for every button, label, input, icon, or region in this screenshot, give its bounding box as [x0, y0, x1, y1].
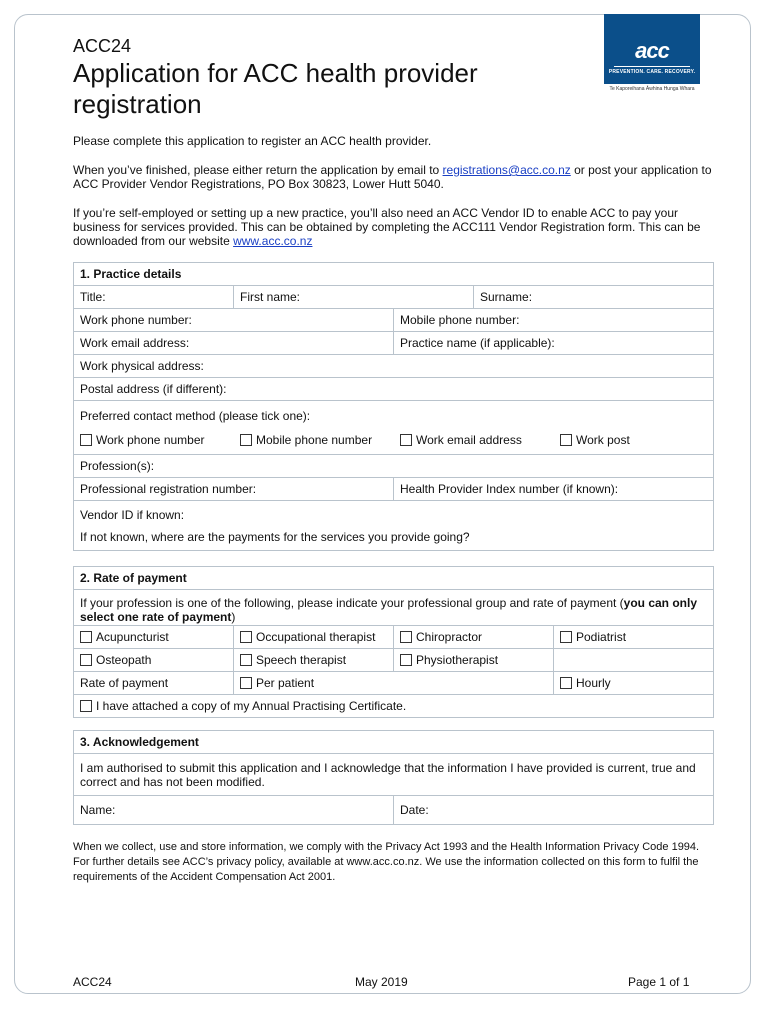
checkbox[interactable] — [80, 631, 92, 643]
certificate-label: I have attached a copy of my Annual Practising Certificate. — [96, 699, 407, 713]
footer-form-code: ACC24 — [73, 975, 112, 989]
option-label: Mobile phone number — [256, 432, 373, 447]
rate-label: Rate of payment — [74, 672, 234, 695]
professions-field[interactable]: Profession(s): — [74, 455, 714, 478]
surname-field[interactable]: Surname: — [474, 286, 714, 309]
section-heading: 2. Rate of payment — [74, 567, 714, 590]
group-label: Chiropractor — [416, 630, 483, 644]
intro-text: When you’ve finished, please either return the application by email to — [73, 163, 443, 177]
rate-option-label: Per patient — [256, 676, 315, 690]
contact-option[interactable] — [80, 433, 216, 447]
work-email-field[interactable]: Work email address: — [74, 332, 394, 355]
intro-text: If you’re self-employed or setting up a new practice, you’ll also need an ACC Vendor ID to enable ACC to pay your business for services provided. This can be obtained by completing the ACC111 Vendor Registration form. This can be downloaded from our website — [73, 206, 701, 248]
checkbox[interactable] — [400, 654, 412, 666]
page-title: Application for ACC health provider registration — [73, 58, 478, 119]
physical-address-field[interactable]: Work physical address: — [74, 355, 714, 378]
footer-page-number: Page 1 of 1 — [628, 975, 690, 989]
group-label: Osteopath — [96, 653, 152, 667]
practice-details-table — [73, 262, 714, 551]
logo-subtitle: Te Kaporeihana Āwhina Hunga Whara — [609, 86, 695, 92]
certificate-option[interactable] — [74, 695, 714, 718]
option-label: Work post — [576, 432, 630, 447]
checkbox[interactable] — [240, 631, 252, 643]
contact-option[interactable] — [240, 433, 376, 447]
acc-logo-mark: acc — [635, 38, 669, 63]
intro-paragraph-1: Please complete this application to register an ACC health provider. — [73, 134, 432, 148]
email-link[interactable]: registrations@acc.co.nz — [442, 163, 571, 177]
date-field[interactable]: Date: — [394, 796, 714, 825]
vendor-id-cell[interactable] — [74, 501, 714, 551]
group-option[interactable] — [74, 649, 234, 672]
privacy-statement: When we collect, use and store information, we comply with the Privacy Act 1993 and the Health Information Privacy Code 1994. For further details see ACC’s privacy policy, available at www.acc.co.nz. We use the information collected on this form to fulfil the requirements of the Accident Compensation Act 2001. — [73, 841, 700, 883]
checkbox[interactable] — [240, 677, 252, 689]
group-option[interactable] — [554, 626, 714, 649]
option-label: Work email address — [416, 432, 522, 447]
rate-of-payment-table — [73, 566, 714, 718]
checkbox[interactable] — [400, 631, 412, 643]
vendor-id-label: Vendor ID if known: — [80, 507, 185, 522]
checkbox[interactable] — [560, 677, 572, 689]
website-link[interactable]: www.acc.co.nz — [233, 234, 313, 248]
payments-question: If not known, where are the payments for the services you provide going? — [80, 529, 470, 544]
logo-tagline: PREVENTION. CARE. RECOVERY. — [608, 69, 696, 75]
group-label: Podiatrist — [576, 630, 627, 644]
group-label: Acupuncturist — [96, 630, 169, 644]
contact-method-options — [80, 433, 707, 447]
form-code: ACC24 — [73, 36, 132, 56]
section-heading: 1. Practice details — [74, 263, 714, 286]
instruction-text: ) — [231, 609, 236, 624]
contact-method-label: Preferred contact method (please tick one): — [80, 408, 311, 423]
rate-option-hourly[interactable] — [554, 672, 714, 695]
section-heading: 3. Acknowledgement — [74, 731, 714, 754]
intro-text: or post your application to ACC Provider Vendor Registrations, PO Box 30823, Lower Hutt 5040. — [73, 163, 712, 191]
registration-number-field[interactable]: Professional registration number: — [74, 478, 394, 501]
contact-option[interactable] — [400, 433, 536, 447]
rate-option-per-patient[interactable] — [234, 672, 554, 695]
first-name-field[interactable]: First name: — [234, 286, 474, 309]
logo-divider — [614, 66, 690, 67]
checkbox[interactable] — [560, 631, 572, 643]
instruction-emphasis: you can only select one rate of payment — [80, 595, 698, 624]
group-label: Occupational therapist — [256, 630, 376, 644]
instruction-text: If your profession is one of the following, please indicate your professional group and rate of payment ( — [80, 595, 624, 610]
acknowledgement-statement: I am authorised to submit this application and I acknowledge that the information I have provided is current, true and correct and has not been modified. — [74, 754, 714, 796]
acknowledgement-table — [73, 730, 714, 825]
checkbox[interactable] — [240, 654, 252, 666]
mobile-phone-field[interactable]: Mobile phone number: — [394, 309, 714, 332]
contact-method-cell — [74, 401, 714, 455]
option-label: Work phone number — [96, 432, 205, 447]
acc-logo — [604, 14, 700, 84]
footer-date: May 2019 — [355, 975, 408, 989]
group-label: Speech therapist — [256, 653, 347, 667]
contact-option[interactable] — [560, 433, 630, 447]
checkbox[interactable] — [80, 700, 92, 712]
title-field[interactable]: Title: — [74, 286, 234, 309]
checkbox[interactable] — [80, 654, 92, 666]
group-option[interactable] — [234, 626, 394, 649]
intro-paragraph-2 — [73, 163, 713, 191]
work-phone-field[interactable]: Work phone number: — [74, 309, 394, 332]
postal-address-field[interactable]: Postal address (if different): — [74, 378, 714, 401]
practice-name-field[interactable]: Practice name (if applicable): — [394, 332, 714, 355]
checkbox[interactable] — [80, 434, 92, 446]
group-option[interactable] — [74, 626, 234, 649]
group-label: Physiotherapist — [416, 653, 499, 667]
checkbox[interactable] — [400, 434, 412, 446]
group-option[interactable] — [394, 626, 554, 649]
intro-paragraph-3 — [73, 206, 713, 248]
rate-instruction — [74, 590, 714, 626]
group-option[interactable] — [234, 649, 394, 672]
empty-cell — [554, 649, 714, 672]
name-field[interactable]: Name: — [74, 796, 394, 825]
checkbox[interactable] — [240, 434, 252, 446]
rate-option-label: Hourly — [576, 676, 611, 690]
checkbox[interactable] — [560, 434, 572, 446]
group-option[interactable] — [394, 649, 554, 672]
hpi-number-field[interactable]: Health Provider Index number (if known): — [394, 478, 714, 501]
